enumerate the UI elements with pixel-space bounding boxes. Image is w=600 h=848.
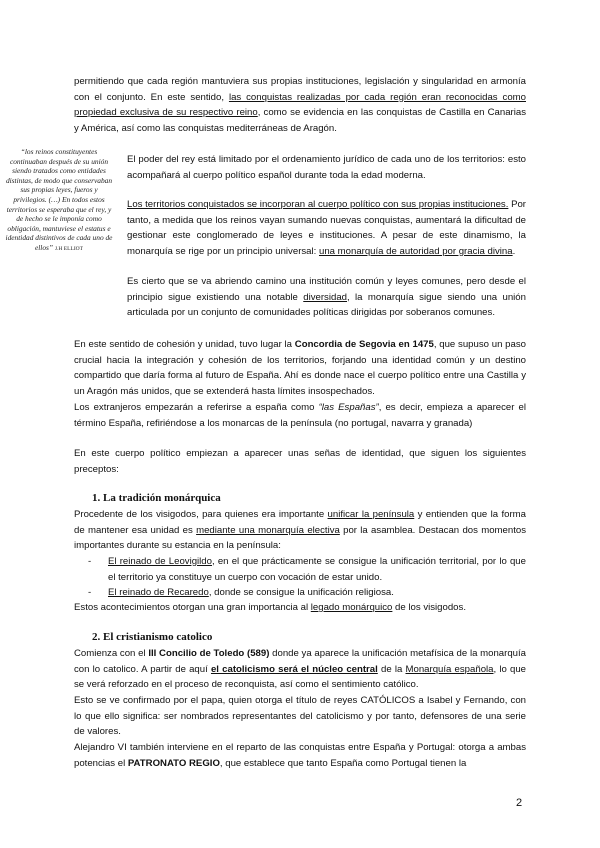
list-item-recaredo: - El reinado de Recaredo, donde se consigue la unificación religiosa.: [88, 585, 526, 601]
list-dash: -: [88, 556, 92, 567]
paragraph-institutions: permitiendo que cada región mantuviera sus propias instituciones, legislación y singularidad en armonía con el conjunto. En este sentido, las conquistas realizadas por cada región eran reconocidas como propiedad exclusiva de su respectivo reino, como se evidencia en las conquistas de Castilla en Canarias y América, así como las conquistas mediterráneas de Aragón.: [74, 76, 526, 134]
paragraph-concordia: En este sentido de cohesión y unidad, tuvo lugar la Concordia de Segovia en 1475, que supuso un paso crucial hacia la integración y cohesión de los territorios, forjando una identidad común y un destino compartido que daría forma al futuro de España. Ahí es donde nace el cuerpo político entre una Castilla y un Aragón más unidos, que se extenderá hasta límites insospechados.: [74, 339, 526, 397]
quote-author: J.H ELLIOT: [54, 245, 84, 252]
paragraph-precepts: En este cuerpo político empiezan a aparecer unas señas de identidad, que siguen los siguientes preceptos:: [74, 448, 526, 475]
paragraph-alejandro: Alejandro VI también interviene en el reparto de las conquistas entre España y Portugal: otorga a ambas potencias el PATRONATO REGIO, que establece que tanto España como Portugal tienen la: [74, 742, 526, 769]
paragraph-las-espanas: Los extranjeros empezarán a referirse a españa como “las Españas”, es decir, empieza a aparecer el término España, refiriéndose a los monarcas de la península (no portugal, navarra y granada): [74, 402, 527, 429]
heading-tradicion-monarquica: 1. La tradición monárquica: [92, 492, 221, 504]
page-number: 2: [516, 797, 523, 809]
quote-text: “los reinos constituyentes continuaban después de su unión siendo tratados como entidades distintas, de modo que conservaban sus propias leyes, fueros y privilegios. (…) En todos estos territorios se esperaba que el rey, y de hecho se le imponía como obligación, mantuviese el estatus e identidad distintivos de cada uno de ellos”: [5, 147, 113, 252]
paragraph-diversity: Es cierto que se va abriendo camino una institución común y leyes comunes, pero desde el principio sigue existiendo una notable diversidad, la monarquía sigue siendo una unión articulada por un conjunto de comunidades políticas dirigidas por soberanos comunes.: [127, 276, 526, 319]
paragraph-visigodos: Procedente de los visigodos, para quienes era importante unificar la península y entienden que la forma de mantener esa unidad es mediante una monarquía electiva por la asamblea. Destacan dos momentos importantes durante su estancia en la península:: [74, 509, 526, 552]
list-item-leovigildo: - El reinado de Leovigildo, en el que prácticamente se consigue la unificación territorial, por lo que el territorio ya constituye un cuerpo con vocación de estar unido.: [88, 556, 526, 583]
paragraph-papa: Esto se ve confirmado por el papa, quien otorga el título de reyes CATÓLICOS a Isabel y Fernando, con lo que ello significa: ser nombrados representantes del catolicismo y por tanto, defensores de una serie de valores.: [74, 695, 526, 738]
list-dash: -: [88, 587, 92, 598]
paragraph-legado: Estos acontecimientos otorgan una gran importancia al legado monárquico de los visigodos.: [74, 602, 466, 613]
paragraph-king-power: El poder del rey está limitado por el ordenamiento jurídico de cada uno de los territorios: esto acompañará al cuerpo político español durante toda la edad moderna.: [127, 154, 526, 181]
paragraph-concilio: Comienza con el III Concilio de Toledo (589) donde ya aparece la unificación metafísica de la monarquía con lo catolico. A partir de aquí el catolicismo será el núcleo central de la Monarquía española, lo que se verá reforzado en el proceso de reconquista, así como el sentimiento católico.: [74, 648, 527, 691]
paragraph-territories: Los territorios conquistados se incorporan al cuerpo político con sus propias instituciones. Por tanto, a medida que los reinos vayan sumando nuevas conquistas, aumentará la dificultad de gestionar este conglomerado de leyes e instituciones. A pesar de este dinamismo, la monarquía se rige por un principio universal: una monarquía de autoridad por gracia divina.: [127, 199, 526, 257]
sidebar-quote: [4, 147, 114, 255]
heading-cristianismo: 2. El cristianismo catolico: [92, 631, 213, 643]
